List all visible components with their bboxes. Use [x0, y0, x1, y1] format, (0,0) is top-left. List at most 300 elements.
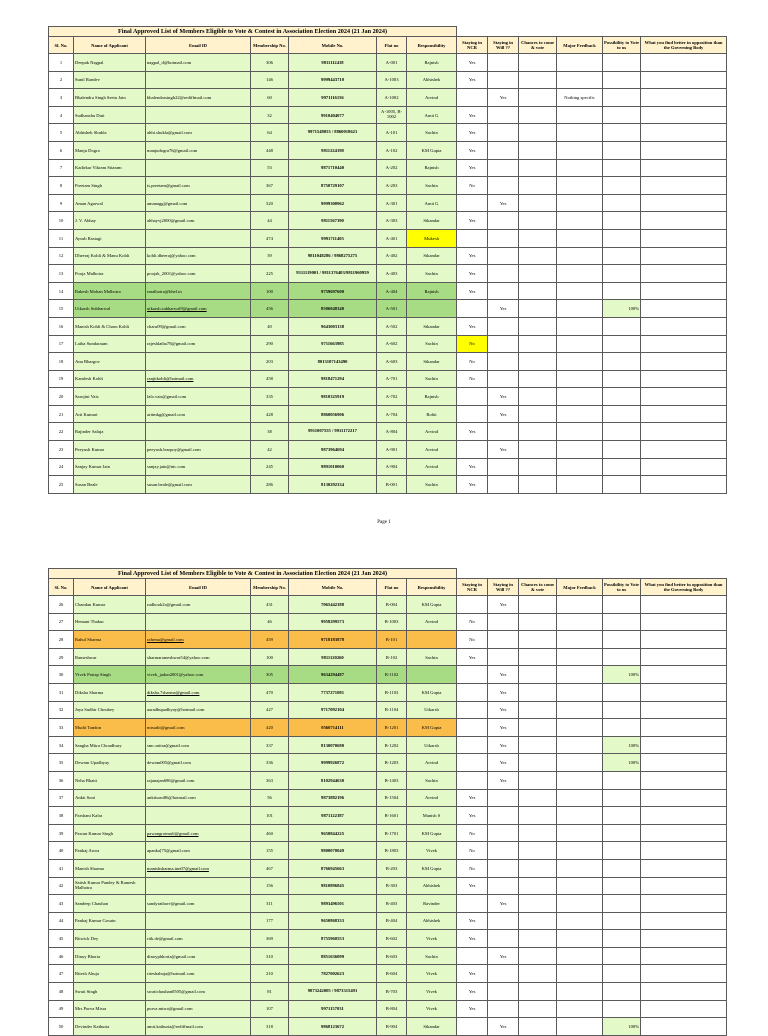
opposition-cell: [641, 423, 727, 441]
ncr-cell: [457, 754, 488, 772]
chances-cell: [519, 212, 557, 230]
mobile-cell: 9868123672: [289, 1018, 377, 1036]
email-cell: [146, 423, 251, 441]
table-row: [49, 1000, 727, 1018]
membership-cell: 32: [251, 106, 289, 124]
column-header: Staying in Will ??: [488, 579, 519, 596]
possibility-cell: [603, 141, 641, 159]
email-cell: bhalendrasingh22@rediffmail.com: [146, 89, 251, 107]
responsibility-cell: Arvind: [407, 613, 457, 631]
opposition-cell: [641, 807, 727, 825]
mobile-cell: 8851636099: [289, 947, 377, 965]
flat-cell: B-1403: [377, 771, 407, 789]
membership-cell: 458: [251, 370, 289, 388]
flat-cell: B-1202: [377, 736, 407, 754]
possibility-cell: [603, 353, 641, 371]
ncr-cell: Yes: [457, 476, 488, 494]
email-link[interactable]: diksha.7sharma@gmail.com: [147, 689, 200, 695]
feedback-cell: [557, 824, 603, 842]
mobile-cell: 9873242005 / 9873315491: [289, 983, 377, 1001]
membership-cell: 46: [251, 613, 289, 631]
responsibility-cell: Sikandar: [407, 247, 457, 265]
possibility-cell: [603, 282, 641, 300]
column-header: Flat no: [377, 37, 407, 54]
flat-cell: A-101: [377, 124, 407, 142]
sl-no-cell: 30: [49, 666, 74, 684]
feedback-cell: [557, 71, 603, 89]
flat-cell: B-603: [377, 947, 407, 965]
name-cell: Sangha Mitra Choudhury: [74, 736, 146, 754]
table-row: [49, 353, 727, 371]
feedback-cell: [557, 124, 603, 142]
opposition-cell: [641, 1000, 727, 1018]
column-header: Staying in NCR: [457, 579, 488, 596]
sl-no-cell: 3: [49, 89, 74, 107]
responsibility-cell: [407, 300, 457, 318]
table-row: [49, 317, 727, 335]
mobile-cell: 9811567390: [289, 212, 377, 230]
responsibility-cell: Sikandar: [407, 1018, 457, 1036]
will-cell: Yes: [488, 701, 519, 719]
column-header: Membership No.: [251, 579, 289, 596]
table-row: [49, 89, 727, 107]
opposition-cell: [641, 106, 727, 124]
possibility-cell: [603, 842, 641, 860]
feedback-cell: [557, 1018, 603, 1036]
sl-no-cell: 5: [49, 124, 74, 142]
responsibility-cell: Arvind: [407, 423, 457, 441]
feedback-cell: [557, 317, 603, 335]
name-cell: Rameshwar: [74, 648, 146, 666]
name-cell: Ayush Rastagi: [74, 229, 146, 247]
table-row: [49, 265, 727, 283]
membership-cell: 420: [251, 719, 289, 737]
opposition-cell: [641, 265, 727, 283]
email-cell: artimkg@gmail.com: [146, 405, 251, 423]
responsibility-cell: Ravinder: [407, 895, 457, 913]
possibility-cell: [603, 719, 641, 737]
chances-cell: [519, 895, 557, 913]
feedback-cell: [557, 895, 603, 913]
table-row: [49, 701, 727, 719]
mobile-cell: 9873964694: [289, 441, 377, 459]
ncr-cell: [457, 666, 488, 684]
name-cell: Ankit Soni: [74, 789, 146, 807]
table-row: [49, 106, 727, 124]
ncr-cell: Yes: [457, 212, 488, 230]
table-row: [49, 824, 727, 842]
sl-no-cell: 2: [49, 71, 74, 89]
table-body: [49, 596, 727, 1036]
feedback-cell: [557, 613, 603, 631]
will-cell: [488, 423, 519, 441]
flat-cell: B-1103: [377, 683, 407, 701]
will-cell: [488, 1000, 519, 1018]
mobile-cell: 8506048340: [289, 300, 377, 318]
chances-cell: [519, 159, 557, 177]
will-cell: [488, 476, 519, 494]
membership-cell: 177: [251, 912, 289, 930]
possibility-cell: [603, 789, 641, 807]
will-cell: Yes: [488, 405, 519, 423]
membership-cell: 336: [251, 754, 289, 772]
responsibility-cell: Amit G: [407, 194, 457, 212]
responsibility-cell: Abhishek: [407, 71, 457, 89]
ncr-cell: [457, 300, 488, 318]
flat-cell: B-101: [377, 631, 407, 649]
possibility-cell: [603, 965, 641, 983]
membership-cell: 456: [251, 300, 289, 318]
chances-cell: [519, 71, 557, 89]
sl-no-cell: 25: [49, 476, 74, 494]
email-cell: dinoyphhoria@gmail.com: [146, 947, 251, 965]
name-cell: Rajinder Saluja: [74, 423, 146, 441]
column-header: Mobile No.: [289, 37, 377, 54]
ncr-cell: [457, 388, 488, 406]
will-cell: [488, 177, 519, 195]
will-cell: [488, 859, 519, 877]
responsibility-cell: Sachin: [407, 947, 457, 965]
chances-cell: [519, 141, 557, 159]
chances-cell: [519, 947, 557, 965]
membership-cell: 156: [251, 877, 289, 895]
membership-cell: 474: [251, 229, 289, 247]
name-cell: Arti Kumari: [74, 405, 146, 423]
sl-no-cell: 6: [49, 141, 74, 159]
ncr-cell: Yes: [457, 648, 488, 666]
possibility-cell: [603, 596, 641, 614]
email-link[interactable]: ranjitkohli@hotmail.com: [147, 376, 194, 382]
email-cell: smc.mitra@gmail.com: [146, 736, 251, 754]
chances-cell: [519, 683, 557, 701]
name-cell: Kamlesh Kohli: [74, 370, 146, 388]
table-row: [49, 613, 727, 631]
column-header: What you find better in opposition than the Governing Body: [641, 37, 727, 54]
mobile-cell: 9971157031: [289, 1000, 377, 1018]
table-row: [49, 983, 727, 1001]
feedback-cell: [557, 631, 603, 649]
chances-cell: [519, 912, 557, 930]
ncr-cell: Yes: [457, 983, 488, 1001]
name-cell: Dinoy Bhoria: [74, 947, 146, 965]
chances-cell: [519, 54, 557, 72]
name-cell: Chandan Kumar: [74, 596, 146, 614]
chances-cell: [519, 842, 557, 860]
sl-no-cell: 19: [49, 370, 74, 388]
membership-cell: 460: [251, 824, 289, 842]
membership-cell: 286: [251, 476, 289, 494]
chances-cell: [519, 877, 557, 895]
responsibility-cell: Amit G: [407, 106, 457, 124]
responsibility-cell: KM Gupta: [407, 141, 457, 159]
responsibility-cell: Sachin: [407, 370, 457, 388]
name-cell: Aman Agarwal: [74, 194, 146, 212]
membership-cell: 311: [251, 895, 289, 913]
mobile-cell: 9800070049: [289, 842, 377, 860]
column-header: Name of Applicant: [74, 37, 146, 54]
email-cell: [146, 300, 251, 318]
mobile-cell: 9643003138: [289, 317, 377, 335]
ncr-cell: No: [457, 353, 488, 371]
responsibility-cell: Vivek: [407, 842, 457, 860]
ncr-cell: [457, 1018, 488, 1036]
email-cell: [146, 807, 251, 825]
column-header: Possibility to Vote to us: [603, 579, 641, 596]
ncr-cell: Yes: [457, 71, 488, 89]
flat-cell: B-1102: [377, 666, 407, 684]
possibility-cell: [603, 124, 641, 142]
will-cell: [488, 229, 519, 247]
feedback-cell: [557, 912, 603, 930]
email-cell: [146, 353, 251, 371]
flat-cell: B-303: [377, 877, 407, 895]
mobile-cell: 9811224198: [289, 141, 377, 159]
email-cell: [146, 631, 251, 649]
possibility-cell: [603, 631, 641, 649]
flat-cell: B-1504: [377, 789, 407, 807]
email-cell: peeyush.learpoy@gmail.com: [146, 441, 251, 459]
email-cell: kohli.dheeraj@yahoo.com: [146, 247, 251, 265]
column-header: What you find better in opposition than the Governing Body: [641, 579, 727, 596]
will-cell: [488, 458, 519, 476]
chances-cell: [519, 388, 557, 406]
responsibility-cell: Arvind: [407, 789, 457, 807]
title-row: [49, 27, 727, 37]
column-header: Possibility to Vote to us: [603, 37, 641, 54]
name-cell: Susan Beale: [74, 476, 146, 494]
responsibility-cell: Vivek: [407, 983, 457, 1001]
sl-no-cell: 24: [49, 458, 74, 476]
feedback-cell: [557, 458, 603, 476]
flat-cell: A-701: [377, 370, 407, 388]
possibility-cell: [603, 824, 641, 842]
chances-cell: [519, 965, 557, 983]
name-cell: Swati Singh: [74, 983, 146, 1001]
ncr-cell: [457, 405, 488, 423]
opposition-cell: [641, 683, 727, 701]
members-table-page-2: [48, 568, 727, 1036]
name-cell: Sandeep Chauhan: [74, 895, 146, 913]
opposition-cell: [641, 89, 727, 107]
responsibility-cell: Abhishek: [407, 877, 457, 895]
feedback-cell: [557, 736, 603, 754]
membership-cell: 470: [251, 683, 289, 701]
name-cell: Sarojini Vais: [74, 388, 146, 406]
responsibility-cell: [407, 666, 457, 684]
possibility-cell: [603, 317, 641, 335]
flat-cell: B-203: [377, 859, 407, 877]
mobile-cell: 9560714111: [289, 719, 377, 737]
mobile-cell: 9811120260: [289, 648, 377, 666]
opposition-cell: [641, 335, 727, 353]
column-header: Sl. No.: [49, 37, 74, 54]
feedback-cell: [557, 265, 603, 283]
flat-cell: A-001: [377, 54, 407, 72]
sl-no-cell: 17: [49, 335, 74, 353]
email-link[interactable]: manishsharma.inn07@gmail.com: [147, 865, 209, 871]
chances-cell: [519, 807, 557, 825]
sl-no-cell: 28: [49, 631, 74, 649]
sl-no-cell: 16: [49, 317, 74, 335]
opposition-cell: [641, 736, 727, 754]
membership-cell: 431: [251, 596, 289, 614]
feedback-cell: [557, 701, 603, 719]
possibility-cell: 100%: [603, 736, 641, 754]
chances-cell: [519, 476, 557, 494]
sl-no-cell: 9: [49, 194, 74, 212]
feedback-cell: [557, 476, 603, 494]
email-cell: amit.kathuria@rediffmail.com: [146, 1018, 251, 1036]
will-cell: [488, 965, 519, 983]
name-cell: Sanjay Kumar Jain: [74, 458, 146, 476]
feedback-cell: Nothing specific: [557, 89, 603, 107]
name-cell: Manish Kohli & Charu Kohli: [74, 317, 146, 335]
flat-cell: A-804: [377, 423, 407, 441]
email-cell: dewam005@gmail.com: [146, 754, 251, 772]
email-cell: [146, 159, 251, 177]
feedback-cell: [557, 596, 603, 614]
ncr-cell: Yes: [457, 141, 488, 159]
chances-cell: [519, 441, 557, 459]
responsibility-cell: Sachin: [407, 124, 457, 142]
responsibility-cell: [407, 631, 457, 649]
chances-cell: [519, 335, 557, 353]
name-cell: Rakesh Mohan Malhotra: [74, 282, 146, 300]
feedback-cell: [557, 194, 603, 212]
sl-no-cell: 8: [49, 177, 74, 195]
opposition-cell: [641, 476, 727, 494]
mobile-cell: 9634294487: [289, 666, 377, 684]
mobile-cell: 8860056906: [289, 405, 377, 423]
name-cell: Pankaj Arora: [74, 842, 146, 860]
membership-cell: 42: [251, 441, 289, 459]
sl-no-cell: 22: [49, 423, 74, 441]
mobile-cell: 9650844225: [289, 824, 377, 842]
ncr-cell: Yes: [457, 54, 488, 72]
will-cell: [488, 631, 519, 649]
flat-cell: B-1803: [377, 842, 407, 860]
opposition-cell: [641, 370, 727, 388]
chances-cell: [519, 405, 557, 423]
opposition-cell: [641, 631, 727, 649]
responsibility-cell: KM Gupta: [407, 596, 457, 614]
possibility-cell: [603, 370, 641, 388]
membership-cell: 245: [251, 458, 289, 476]
will-cell: Yes: [488, 754, 519, 772]
will-cell: Yes: [488, 771, 519, 789]
flat-cell: B-1701: [377, 824, 407, 842]
table-row: [49, 124, 727, 142]
responsibility-cell: Arvind: [407, 754, 457, 772]
membership-cell: 38: [251, 423, 289, 441]
membership-cell: 40: [251, 317, 289, 335]
email-link[interactable]: rahrma@gmail.com: [147, 636, 184, 642]
ncr-cell: [457, 683, 488, 701]
responsibility-cell: Sachin: [407, 177, 457, 195]
sl-no-cell: 36: [49, 771, 74, 789]
opposition-cell: [641, 613, 727, 631]
opposition-cell: [641, 824, 727, 842]
feedback-cell: [557, 930, 603, 948]
opposition-cell: [641, 405, 727, 423]
sl-no-cell: 35: [49, 754, 74, 772]
possibility-cell: [603, 701, 641, 719]
will-cell: Yes: [488, 736, 519, 754]
mobile-cell: 9718183878: [289, 631, 377, 649]
chances-cell: [519, 648, 557, 666]
membership-cell: 203: [251, 353, 289, 371]
ncr-cell: Yes: [457, 124, 488, 142]
feedback-cell: [557, 353, 603, 371]
name-cell: Pooja Malhotra: [74, 265, 146, 283]
name-cell: Devinder Kathuria: [74, 1018, 146, 1036]
responsibility-cell: KM Gupta: [407, 824, 457, 842]
name-cell: Abhishek Shukla: [74, 124, 146, 142]
possibility-cell: [603, 106, 641, 124]
membership-cell: 210: [251, 965, 289, 983]
email-cell: [146, 859, 251, 877]
opposition-cell: [641, 124, 727, 142]
feedback-cell: [557, 947, 603, 965]
will-cell: [488, 912, 519, 930]
membership-cell: 306: [251, 54, 289, 72]
email-cell: apanka[75@gmail.com: [146, 842, 251, 860]
table-row: [49, 719, 727, 737]
mobile-cell: 9717092104: [289, 701, 377, 719]
opposition-cell: [641, 247, 727, 265]
email-cell: poojak_2001@yahoo.com: [146, 265, 251, 283]
ncr-cell: Yes: [457, 317, 488, 335]
sl-no-cell: 37: [49, 789, 74, 807]
membership-cell: 100: [251, 648, 289, 666]
sl-no-cell: 13: [49, 265, 74, 283]
table-title: Final Approved List of Members Eligible to Vote & Contest in Association Election 2024 (21 Jan 2024): [49, 27, 457, 37]
mobile-cell: 7827002623: [289, 965, 377, 983]
chances-cell: [519, 265, 557, 283]
sl-no-cell: 4: [49, 106, 74, 124]
email-link[interactable]: utkarsh.subharwal9@gmail.com: [147, 306, 207, 312]
feedback-cell: [557, 388, 603, 406]
mobile-cell: 9910404077: [289, 106, 377, 124]
name-cell: Pankaj Kumar Gosain: [74, 912, 146, 930]
sheet-page-1: [48, 26, 726, 494]
ncr-cell: [457, 89, 488, 107]
name-cell: J. V. Abhay: [74, 212, 146, 230]
possibility-cell: [603, 441, 641, 459]
email-cell: abhayvj2000@gmail.com: [146, 212, 251, 230]
membership-cell: 320: [251, 194, 289, 212]
table-row: [49, 141, 727, 159]
chances-cell: [519, 736, 557, 754]
opposition-cell: [641, 842, 727, 860]
sl-no-cell: 44: [49, 912, 74, 930]
feedback-cell: [557, 177, 603, 195]
feedback-cell: [557, 807, 603, 825]
will-cell: [488, 317, 519, 335]
membership-cell: 60: [251, 89, 289, 107]
email-cell: [146, 683, 251, 701]
name-cell: Parshani Kalra: [74, 807, 146, 825]
membership-cell: 225: [251, 265, 289, 283]
email-link[interactable]: pawangrotmult@gmail.com: [147, 830, 199, 836]
feedback-cell: [557, 441, 603, 459]
email-cell: rajeshlatha78@gmail.com: [146, 335, 251, 353]
flat-cell: B-602: [377, 930, 407, 948]
membership-cell: 107: [251, 1000, 289, 1018]
will-cell: [488, 613, 519, 631]
mobile-cell: 9810896845: [289, 877, 377, 895]
will-cell: [488, 71, 519, 89]
